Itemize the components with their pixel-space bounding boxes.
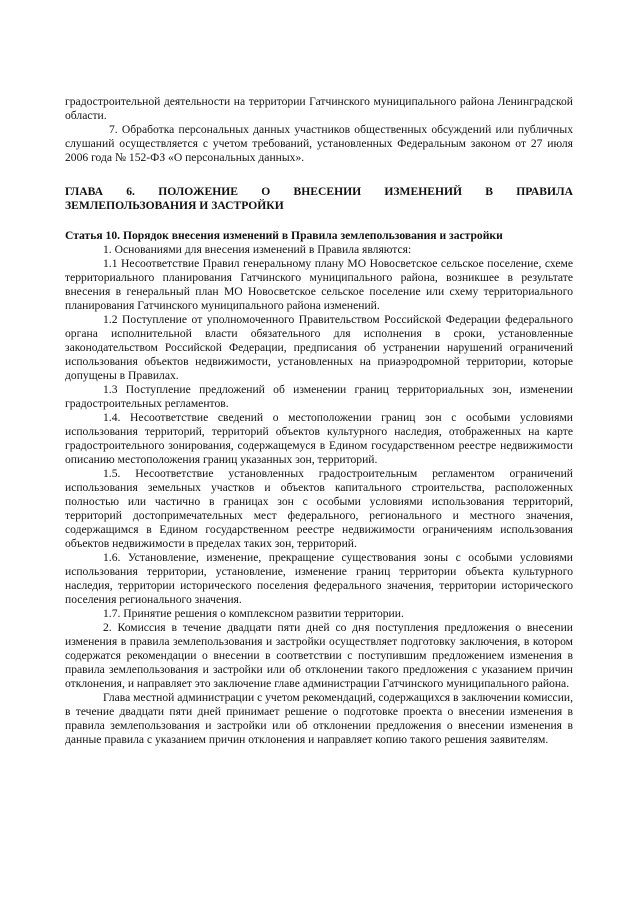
article-paragraph: 1.7. Принятие решения о комплексном развитии территории. — [103, 607, 404, 620]
paragraph-personal-data: 7. Обработка персональных данных участников общественных обсуждений или публичных слушаний осуществляется с учетом требований, установленных Федеральным законом от 27 июля 2006 года № 152-ФЗ «О персональных данных». — [65, 123, 573, 164]
document-page — [65, 95, 573, 747]
article-paragraph: 1.5. Несоответствие установленных градостроительным регламентом ограничений использования земельных участков и объектов капитального строительства, расположенных полностью или частично в границах зон с особыми условиями использования территорий, территорий достопримечательных мест федерального, регионального и местного значения, содержащимся в Едином государственном реестре недвижимости ограничениям использования объектов недвижимости в пределах таких зон, территорий. — [65, 467, 573, 550]
article-paragraph: 2. Комиссия в течение двадцати пяти дней со дня поступления предложения о внесении изменения в правила землепользования и застройки осуществляет подготовку заключения, в котором содержатся рекомендации о внесении в соответствии с поступившим предложением изменения в правила землепользования и застройки или об отклонении такого предложения с указанием причин отклонения, и направляет это заключение главе администрации Гатчинского муниципального района. — [65, 621, 573, 690]
spacer — [65, 213, 573, 229]
article-paragraph: 1.2 Поступление от уполномоченного Правительством Российской Федерации федерального органа исполнительной власти обязательного для исполнения в сроки, установленные законодательством Российской Федерации, предписания об устранении нарушений ограничений использования объектов недвижимости, установленных на приаэродромной территории, которые допущены в Правилах. — [65, 313, 573, 382]
article-paragraph: 1.4. Несоответствие сведений о местоположении границ зон с особыми условиями использования территорий, территорий объектов культурного наследия, отображенных на карте градостроительного зонирования, содержащемуся в Едином государственном реестре недвижимости описанию местоположения границ указанных зон, территорий. — [65, 411, 573, 466]
article-paragraph: 1. Основаниями для внесения изменений в Правила являются: — [103, 243, 412, 256]
spacer — [65, 165, 573, 185]
article-title: Статья 10. Порядок внесения изменений в Правила землепользования и застройки — [65, 229, 503, 242]
article-paragraph: Глава местной администрации с учетом рекомендаций, содержащихся в заключении комиссии, в течение двадцати пяти дней принимает решение о подготовке проекта о внесении изменения в правила землепользования и застройки или об отклонении предложения о внесении изменения в данные правила с указанием причин отклонения и направляет копию такого решения заявителям. — [65, 691, 573, 746]
chapter-heading-line2: ЗЕМЛЕПОЛЬЗОВАНИЯ И ЗАСТРОЙКИ — [65, 199, 284, 212]
article-paragraph: 1.1 Несоответствие Правил генеральному плану МО Новосветское сельское поселение, схеме территориального планирования Гатчинского муниципального района, возникшее в результате внесения в генеральный план МО Новосветское сельское поселение или схему территориального планирования Гатчинского муниципального района изменений. — [65, 257, 573, 312]
article-paragraph: 1.6. Установление, изменение, прекращение существования зоны с особыми условиями использования территории, установление, изменение границ территории объекта культурного наследия, территории исторического поселения федерального значения, территории исторического поселения регионального значения. — [65, 551, 573, 606]
chapter-heading — [65, 185, 573, 213]
article-paragraph: 1.3 Поступление предложений об изменении границ территориальных зон, изменении градостроительных регламентов. — [65, 383, 573, 410]
chapter-heading-line1: ГЛАВА 6. ПОЛОЖЕНИЕ О ВНЕСЕНИИ ИЗМЕНЕНИЙ В ПРАВИЛА — [65, 185, 573, 198]
paragraph-intro-continuation: градостроительной деятельности на территории Гатчинского муниципального района Ленинградской области. — [65, 95, 573, 122]
